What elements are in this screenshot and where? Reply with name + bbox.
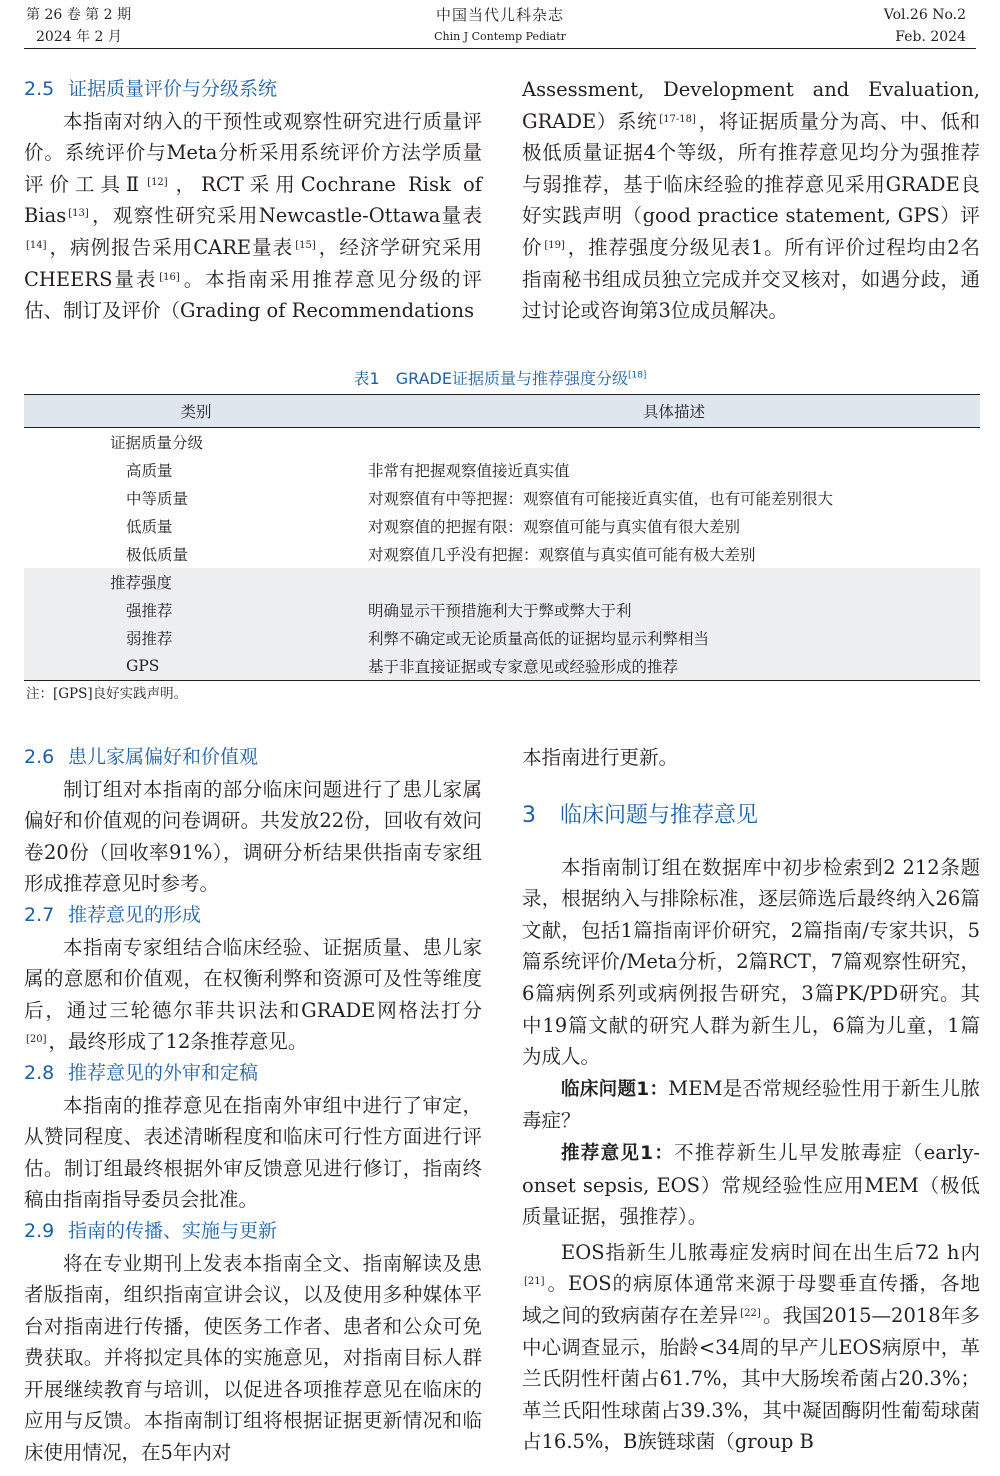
paragraph: 制订组对本指南的部分临床问题进行了患儿家属偏好和价值观的问卷调研。共发放22份，回收有效问卷20份（回收率91%），调研分析结果供指南专家组形成推荐意见时参考。 bbox=[24, 777, 482, 896]
citation[interactable]: [21] bbox=[524, 1276, 545, 1288]
section-heading bbox=[24, 74, 482, 106]
table-note: 注：[GPS]良好实践声明。 bbox=[26, 686, 188, 702]
lower-right-column bbox=[522, 742, 980, 1458]
section-heading-2-8: 2.8 推荐意见的外审和定稿 bbox=[24, 1061, 259, 1084]
group-row: 推荐强度 bbox=[24, 568, 980, 596]
citation[interactable]: [22] bbox=[740, 1307, 761, 1319]
citation[interactable]: [14] bbox=[26, 239, 47, 251]
volume-issue-en: Vol.26 No.2 bbox=[883, 7, 966, 23]
citation[interactable]: [18] bbox=[627, 370, 647, 381]
citation[interactable]: [20] bbox=[26, 1034, 47, 1046]
description-cell: 对观察值几乎没有把握：观察值与真实值可能有极大差别 bbox=[368, 546, 756, 564]
table-row bbox=[24, 512, 980, 540]
citation[interactable]: [19] bbox=[544, 239, 565, 251]
paragraph-continuation: 本指南进行更新。 bbox=[522, 746, 679, 769]
table-row bbox=[24, 484, 980, 512]
section-heading-2-9: 2.9 指南的传播、实施与更新 bbox=[24, 1219, 278, 1242]
category-cell: 高质量 bbox=[126, 462, 173, 480]
section-heading-3: 3 临床问题与推荐意见 bbox=[522, 802, 759, 828]
paragraph: 将在专业期刊上发表本指南全文、指南解读及患者版指南，组织指南宣讲会议，以及使用多种媒体平台对指南进行传播，使医务工作者、患者和公众可免费获取。并将拟定具体的实施意见，对指南目标人群开展继续教育与培训，以促进各项推荐意见在临床的应用与反馈。本指南制订组将根据证据更新情况和临床使用情况，在5年内对 bbox=[24, 1251, 482, 1465]
running-header bbox=[0, 0, 1000, 50]
category-cell: 弱推荐 bbox=[24, 624, 368, 652]
description-cell: 非常有把握观察值接近真实值 bbox=[368, 462, 570, 480]
table-row bbox=[24, 652, 980, 681]
citation[interactable]: [13] bbox=[68, 208, 89, 220]
paragraph: 本指南专家组结合临床经验、证据质量、患儿家属的意愿和价值观，在权衡利弊和资源可及性等维度后，通过三轮德尔菲共识法和GRADE网格法打分[20] ，最终形成了12条推荐意见。 bbox=[24, 935, 482, 1054]
lower-left-column bbox=[24, 742, 482, 1469]
header-rule bbox=[24, 48, 976, 49]
section-title: 证据质量评价与分级系统 bbox=[68, 78, 278, 100]
paragraph: 本指南对纳入的干预性或观察性研究进行质量评价。系统评价与Meta分析采用系统评价方法学质量评价工具Ⅱ [12] ，RCT采用Cochrane Risk of Bias [13] ，观察性研究采用Newcastle-Ottawa量表[14] ，病例报告采用CARE量表 [15] ，经济学研究采用CHEERS量表 [16] 。本指南采用推荐意见分级的评估、制订及评价（Grading of Recommendations bbox=[24, 109, 482, 323]
section-2-5-continued bbox=[522, 74, 980, 327]
evidence-quality-group bbox=[24, 428, 980, 569]
section-heading-2-7: 2.7 推荐意见的形成 bbox=[24, 903, 202, 926]
header-right bbox=[884, 4, 966, 48]
description-cell: 对观察值有中等把握：观察值有可能接近真实值，也有可能差别很大 bbox=[368, 490, 834, 508]
table-row bbox=[24, 596, 980, 624]
description-cell: 利弊不确定或无论质量高低的证据均显示利弊相当 bbox=[368, 624, 980, 652]
category-cell: 极低质量 bbox=[126, 546, 189, 564]
date-cn: 2024 年 2 月 bbox=[36, 29, 122, 45]
header-center bbox=[0, 4, 1000, 48]
column-header-category: 类别 bbox=[24, 395, 368, 428]
table-row bbox=[24, 540, 980, 568]
date-en: Feb. 2024 bbox=[895, 29, 966, 45]
table-row bbox=[24, 456, 980, 484]
section-2-5 bbox=[24, 74, 482, 327]
citation[interactable]: [17-18] bbox=[659, 113, 696, 125]
journal-name-cn: 中国当代儿科杂志 bbox=[435, 6, 564, 24]
table-row bbox=[24, 624, 980, 652]
citation[interactable]: [15] bbox=[295, 239, 316, 251]
paragraph: 本指南的推荐意见在指南外审组中进行了审定，从赞同程度、表述清晰程度和临床可行性方面进行评估。制订组最终根据外审反馈意见进行修订，指南终稿由指南指导委员会批准。 bbox=[24, 1093, 482, 1212]
grade-table bbox=[24, 394, 980, 681]
group-row: 证据质量分级 bbox=[110, 434, 204, 452]
category-cell: 低质量 bbox=[126, 518, 173, 536]
column-header-description: 具体描述 bbox=[368, 395, 980, 428]
paragraph: EOS指新生儿脓毒症发病时间在出生后72 h内[21] 。EOS的病原体通常来源于母婴垂直传播，各地域之间的致病菌存在差异 [22] 。我国2015—2018年多中心调查显示，胎龄<34周的早产儿EOS病原中，革兰氏阴性杆菌占61.7%，其中大肠埃希菌占20.3%；革兰氏阳性球菌占39.3%，其中凝固酶阴性葡萄球菌占16.5%，B族链球菌（group B bbox=[522, 1240, 980, 1454]
description-cell: 基于非直接证据或专家意见或经验形成的推荐 bbox=[368, 652, 980, 681]
paragraph: 本指南制订组在数据库中初步检索到2 212条题录，根据纳入与排除标准，逐层筛选后最终纳入26篇文献，包括1篇指南评价研究，2篇指南/专家共识，5篇系统评价/Meta分析，2篇RCT，7篇观察性研究，6篇病例系列或病例报告研究，3篇PK/PD研究。其中19篇文献的研究人群为新生儿，6篇为儿童，1篇为成人。 bbox=[522, 855, 980, 1069]
category-cell: GPS bbox=[24, 652, 368, 681]
table-title: 表1 GRADE证据质量与推荐强度分级[18] bbox=[353, 369, 647, 388]
section-heading-2-6: 2.6 患儿家属偏好和价值观 bbox=[24, 746, 259, 768]
category-cell: 中等质量 bbox=[126, 490, 189, 508]
citation[interactable]: [16] bbox=[159, 271, 180, 283]
volume-issue-cn: 第 26 卷 第 2 期 bbox=[26, 7, 131, 23]
citation[interactable]: [12] bbox=[147, 176, 168, 188]
description-cell: 对观察值的把握有限：观察值可能与真实值有很大差别 bbox=[368, 518, 741, 536]
table-header-row bbox=[24, 395, 980, 428]
journal-name-en: Chin J Contemp Pediatr bbox=[434, 30, 566, 43]
section-number: 2.5 bbox=[24, 78, 55, 100]
description-cell: 明确显示干预措施利大于弊或弊大于利 bbox=[368, 596, 980, 624]
recommendation-1: 推荐意见1：不推荐新生儿早发脓毒症（early-onset sepsis, EOS）常规经验性应用MEM（极低质量证据，强推荐）。 bbox=[522, 1140, 980, 1229]
recommendation-strength-group bbox=[24, 568, 980, 681]
clinical-question-1: 临床问题1：MEM是否常规经验性用于新生儿脓毒症？ bbox=[522, 1076, 981, 1133]
paragraph: Assessment, Development and Evaluation, GRADE）系统 [17-18] ，将证据质量分为高、中、低和极低质量证据4个等级，所有推荐意见均分为强推荐与弱推荐，基于临床经验的推荐意见采用GRADE良好实践声明（good practice statement, GPS）评价 [19] ，推荐强度分级见表1。所有评价过程均由2名指南秘书组成员独立完成并交叉核对，如遇分歧，通过讨论或咨询第3位成员解决。 bbox=[522, 78, 980, 323]
category-cell: 强推荐 bbox=[24, 596, 368, 624]
